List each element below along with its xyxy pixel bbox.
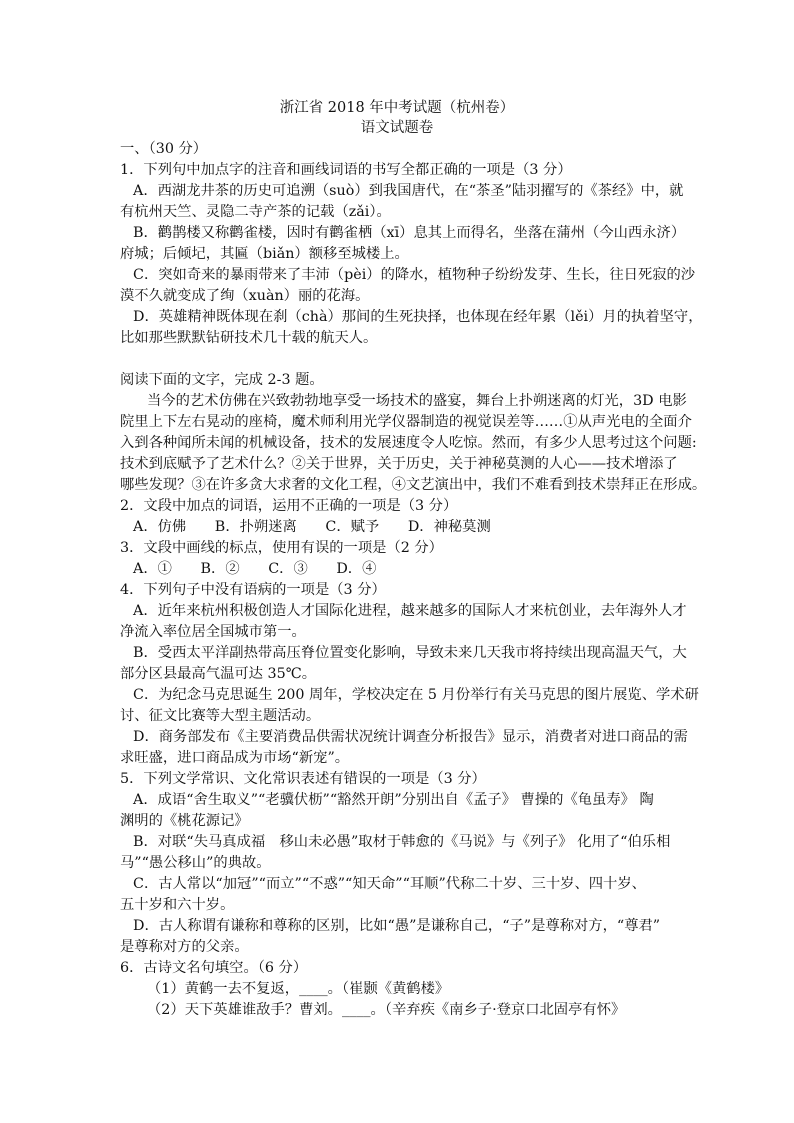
passage-line: 技术到底赋予了艺术什么？②关于世界，关于历史，关于神秘莫测的人心——技术增添了 xyxy=(120,456,678,472)
q5-option-a-cont: 渊明的《桃花源记》 xyxy=(120,813,249,829)
reading-instruction: 阅读下面的文字，完成 2-3 题。 xyxy=(120,372,324,388)
q1-option-a: A．西湖龙井茶的历史可追溯（suò）到我国唐代，在“茶圣”陆羽擢写的《茶经》中，就 xyxy=(133,183,684,199)
q2-options: A．仿佛 B．扑朔迷离 C．赋予 D．神秘莫测 xyxy=(133,519,491,535)
exam-title: 浙江省 2018 年中考试题（杭州卷） xyxy=(279,100,515,116)
question-5-stem: 5．下列文学常识、文化常识表述有错误的一项是（3 分） xyxy=(120,771,486,787)
q5-option-c: C．古人常以“加冠”“而立”“不惑”“知天命”“耳顺”代称二十岁、三十岁、四十岁、 xyxy=(133,876,646,892)
passage-line: 入到各种闻所未闻的机械设备，技术的发展速度令人吃惊。然而，有多少人思考过这个问题: xyxy=(120,435,697,451)
q6-item-1: （1）黄鹤一去不复返，____。（崔颢《黄鹤楼》 xyxy=(147,981,450,997)
q4-option-c: C．为纪念马克思诞生 200 周年，学校决定在 5 月份举行有关马克思的图片展览、学术研 xyxy=(133,687,699,703)
q4-option-b: B．受西太平洋副热带高压脊位置变化影响，导致未来几天我市将持续出现高温天气，大 xyxy=(133,645,687,661)
exam-subtitle: 语文试题卷 xyxy=(360,120,434,136)
q1-option-c-cont: 漠不久就变成了绚（xuàn）丽的花海。 xyxy=(120,288,370,304)
passage-line: 院里上下左右晃动的座椅，魔术师利用光学仪器制造的视觉误差等……①从声光电的全面介 xyxy=(120,414,692,430)
q5-option-d-cont: 是尊称对方的父亲。 xyxy=(120,939,249,955)
q4-option-c-cont: 讨、征文比赛等大型主题活动。 xyxy=(120,708,321,724)
q4-option-d: D．商务部发布《主要消费品供需状况统计调查分析报告》显示，消费者对进口商品的需 xyxy=(133,729,688,745)
q1-option-b: B．鹳鹊楼又称鹳雀楼，因时有鹳雀栖（xī）息其上而得名，坐落在蒲州（今山西永济） xyxy=(133,225,686,241)
q5-option-b: B．对联“失马真成福 移山未必愚”取材于韩愈的《马说》与《列子》 化用了“伯乐相 xyxy=(133,834,671,850)
section-heading: 一、（30 分） xyxy=(120,141,208,157)
q4-option-a-cont: 净流入率位居全国城市第一。 xyxy=(120,624,306,640)
q5-option-a: A．成语“舍生取义”“老骥伏枥”“豁然开朗”分别出自《孟子》 曹操的《龟虽寿》 陶 xyxy=(133,792,654,808)
q4-option-b-cont: 部分区县最高气温可达 35℃。 xyxy=(120,666,316,682)
question-6-stem: 6．古诗文名句填空。（6 分） xyxy=(120,960,308,976)
question-4-stem: 4．下列句子中没有语病的一项是（3 分） xyxy=(120,582,386,598)
question-1-stem: 1．下列句中加点字的注音和画线词语的书写全都正确的一项是（3 分） xyxy=(120,162,572,178)
passage-line: 当今的艺术仿佛在兴致勃勃地享受一场技术的盛宴，舞台上扑朔迷离的灯光，3D 电影 xyxy=(147,393,687,409)
q1-option-d-cont: 比如那些默默钻研技术几十载的航天人。 xyxy=(120,330,378,346)
question-2-stem: 2．文段中加点的词语，运用不正确的一项是（3 分） xyxy=(120,498,458,514)
q1-option-c: C．突如奇来的暴雨带来了丰沛（pèi）的降水，植物种子纷纷发芽、生长，往日死寂的沙 xyxy=(133,267,696,283)
q1-option-d: D．英雄精神既体现在刹（chà）那间的生死抉择，也体现在经年累（lěi）月的执着坚守， xyxy=(133,309,703,325)
passage-line: 哪些发现？③在许多贪大求奢的文化工程，④文艺演出中，我们不难看到技术崇拜正在形成。 xyxy=(120,477,707,493)
q3-options: A．① B．② C．③ D．④ xyxy=(133,561,377,577)
q4-option-a: A．近年来杭州积极创造人才国际化进程，越来越多的国际人才来杭创业，去年海外人才 xyxy=(133,603,687,619)
q5-option-d: D．古人称谓有谦称和尊称的区别，比如“愚”是谦称自己，“子”是尊称对方，“尊君” xyxy=(133,918,661,934)
q5-option-c-cont: 五十岁和六十岁。 xyxy=(120,897,235,913)
q4-option-d-cont: 求旺盛，进口商品成为市场“新宠”。 xyxy=(120,750,350,766)
question-3-stem: 3．文段中画线的标点，使用有误的一项是（2 分） xyxy=(120,540,443,556)
q1-option-a-cont: 有杭州天竺、灵隐二寺产茶的记载（zǎi）。 xyxy=(120,204,391,220)
q1-option-b-cont: 府城；后倾圮，其匾（biǎn）额移至城楼上。 xyxy=(120,246,409,262)
q6-item-2: （2）天下英雄谁敌手？曹刘。____。（辛弃疾《南乡子·登京口北固亭有怀》 xyxy=(147,1002,626,1018)
q5-option-b-cont: 马”“愚公移山”的典故。 xyxy=(120,855,271,871)
